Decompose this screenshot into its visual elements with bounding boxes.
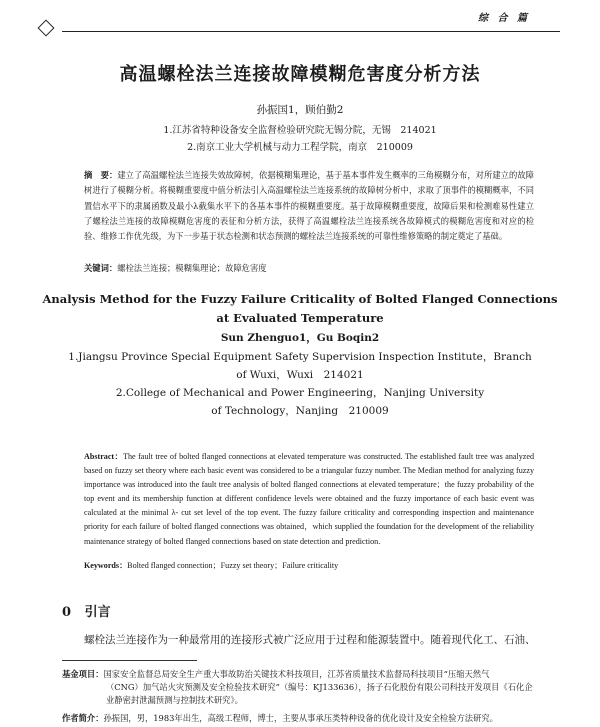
funding-line-3: 业静密封泄漏预测与控制技术研究》。	[106, 695, 243, 705]
en-abstract	[84, 450, 534, 549]
en-title-line-1: Analysis Method for the Fuzzy Failure Criticality of Bolted Flanged Connections	[42, 292, 558, 306]
en-affiliation-2-line-2: of Technology，Nanjing 210009	[211, 405, 389, 417]
funding-footnote	[62, 668, 552, 707]
author-bio-text: 孙振国，男，1983年出生，高级工程师，博士，主要从事承压类特种设备的优化设计及安全检验方法研究。	[103, 713, 498, 723]
funding-line-2: （CNG）加气站火灾预测及安全检验技术研究”（编号：KJ133636），扬子石化股份有限公司科技开发项目《石化企	[106, 682, 533, 692]
en-affiliation-1-line-2: of Wuxi，Wuxi 214021	[236, 369, 364, 381]
en-abstract-label: Abstract：	[84, 452, 124, 461]
en-authors: Sun Zhenguo1，Gu Boqin2	[220, 332, 380, 344]
cn-keywords-label: 关键词：	[84, 263, 118, 273]
cn-title: 高温螺栓法兰连接故障模糊危害度分析方法	[119, 64, 481, 85]
cn-affiliation-1: 1.江苏省特种设备安全监督检验研究院无锡分院，无锡 214021	[163, 125, 437, 136]
section-number: 0	[62, 605, 72, 620]
funding-label: 基金项目：	[62, 669, 104, 679]
author-bio-label: 作者简介：	[62, 713, 104, 723]
en-affiliation-1-line-1: 1.Jiangsu Province Special Equipment Safety Supervision Inspection Institute，Branch	[68, 351, 532, 363]
funding-line-1: 国家安全监督总局安全生产重大事故防治关键技术科技项目，江苏省质量技术监督局科技项目“压缩天然气	[103, 669, 490, 679]
author-footnote	[62, 712, 562, 725]
header-diamond-icon	[38, 20, 55, 37]
cn-abstract	[84, 168, 534, 244]
en-abstract-text: The fault tree of bolted flanged connections at elevated temperature was constructed. The established fault tree was analyzed based on fuzzy set theory where each basic event was considered to be a triangular fuzzy number. The Median method for analyzing fuzzy importance was introduced into the fault tree analysis of bolted flanged connections at elevated temperature；the fuzzy probability of the top event and its membership function at different confidence levels were obtained and the fuzzy importance of each basic event was calculated at the minimal λ- cut set level of the top event. The fuzzy failure criticality and corresponding inspection and maintenance priority for each failure of bolted flanged connections was obtained，which supplied the foundation for the development of the reliability maintenance strategy of bolted flanged connections based on state detection and prediction.	[84, 452, 534, 546]
en-affiliation-2-line-1: 2.College of Mechanical and Power Engineering，Nanjing University	[115, 387, 485, 399]
en-title-line-2: at Evaluated Temperature	[216, 311, 384, 325]
cn-abstract-label: 摘 要：	[84, 170, 118, 180]
en-title	[0, 290, 600, 328]
en-keywords	[84, 560, 338, 571]
section-heading	[62, 601, 111, 620]
header-rule	[62, 31, 560, 32]
cn-keywords	[84, 262, 267, 274]
footnote-rule	[62, 660, 197, 661]
running-header-section: 综 合 篇	[478, 13, 530, 24]
cn-abstract-text: 建立了高温螺栓法兰连接失效故障树，依据模糊集理论，基于基本事件发生概率的三角模糊分布，对所建立的故障树进行了模糊分析。将模糊重要度中值分析法引入高温螺栓法兰连接系统的故障树分析中，求取了顶事件的模糊概率，不同置信水平下的隶属函数及最小λ截集水平下的各基本事件的模糊重要度。基于故障模糊重要度，故障后果和检测难易性建立了螺栓法兰连接的故障模糊危害度的表征和分析方法，获得了高温螺栓法兰连接系统各故障模式的模糊危害度和对应的检验、维修工作优先级，为下一步基于状态检测和状态预测的螺栓法兰连接系统的可靠性维修策略的制定奠定了基础。	[84, 170, 534, 242]
en-keywords-text: Bolted flanged connection；Fuzzy set theory；Failure criticality	[127, 561, 339, 570]
cn-affiliation-2: 2.南京工业大学机械与动力工程学院，南京 210009	[187, 142, 413, 153]
cn-keywords-text: 螺栓法兰连接；模糊集理论；故障危害度	[117, 263, 267, 273]
body-paragraph: 螺栓法兰连接作为一种最常用的连接形式被广泛应用于过程和能源装置中。随着现代化工、石油、	[84, 634, 536, 646]
cn-authors: 孙振国1，顾伯勤2	[256, 104, 344, 116]
section-title: 引言	[84, 605, 111, 620]
en-keywords-label: Keywords：	[84, 561, 128, 570]
